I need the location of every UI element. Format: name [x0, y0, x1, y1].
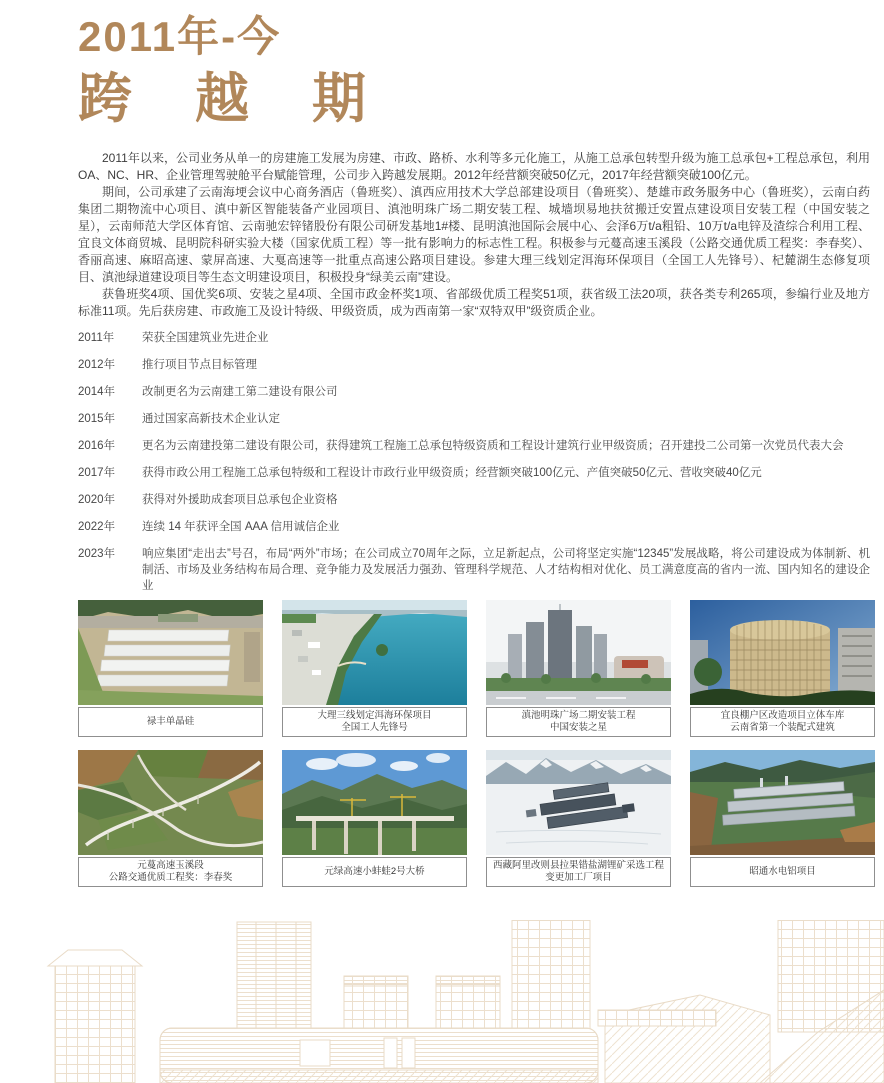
year-label: 2023年	[78, 548, 116, 560]
timeline-text: 获得市政公用工程施工总承包特级和工程设计市政行业甲级资质；经营额突破100亿元、产值突破50亿元、营收突破40亿元	[142, 467, 762, 479]
period-label: 2011年-今	[78, 13, 282, 60]
photo-yiliang-parking-garage-image	[690, 600, 875, 705]
caption-box	[282, 707, 467, 737]
caption-line: 公路交通优质工程奖：李春奖	[108, 872, 233, 883]
caption-line: 昭通水电铝项目	[749, 866, 816, 877]
timeline-text: 连续 14 年获评全国 AAA 信用诚信企业	[142, 521, 340, 533]
year-label: 2012年	[78, 359, 116, 371]
photo-yuanlv-bridge-image	[282, 750, 467, 855]
timeline-text: 改制更名为云南建工第二建设有限公司	[142, 386, 338, 398]
photo-lufeng-monocrystalline-image	[78, 600, 263, 705]
gallery-row-1	[78, 600, 876, 737]
photo-card	[690, 750, 875, 887]
photo-card	[78, 750, 263, 887]
caption-box	[690, 857, 875, 887]
timeline	[78, 330, 870, 605]
photo-card	[282, 600, 467, 737]
photo-card	[486, 600, 671, 737]
timeline-text: 获得对外援助成套项目总承包企业资格	[142, 494, 338, 506]
year-label: 2014年	[78, 386, 116, 398]
timeline-row	[78, 465, 870, 481]
year-label: 2022年	[78, 521, 116, 533]
timeline-text: 更名为云南建投第二建设有限公司，获得建筑工程施工总承包特级资质和工程设计建筑行业甲级资质；召开建投二公司第一次党员代表大会	[142, 440, 844, 452]
skyline-line-art	[0, 920, 884, 1083]
year-label: 2017年	[78, 467, 116, 479]
caption-line: 元蔓高速玉溪段	[137, 860, 204, 871]
photo-card	[282, 750, 467, 887]
caption-line: 全国工人先锋号	[341, 722, 408, 733]
intro-paragraph-1: 2011年以来，公司业务从单一的房建施工发展为房建、市政、路桥、水利等多元化施工，从施工总承包转型升级为施工总承包+工程总承包，利用OA、NC、HR、企业管理驾驶舱平台赋能管理，公司步入跨越发展期。2012年经营额突破50亿元，2017年经营额突破100亿元。	[78, 151, 870, 182]
caption-line: 西藏阿里改则县拉果错盐湖锂矿采选工程	[492, 860, 664, 871]
caption-line: 元绿高速小蚌蛙2号大桥	[324, 866, 425, 877]
photo-dianchi-pearl-plaza-image	[486, 600, 671, 705]
photo-card	[78, 600, 263, 737]
gallery-row-2	[78, 750, 876, 887]
year-label: 2020年	[78, 494, 116, 506]
intro-paragraph-3: 获鲁班奖4项、国优奖6项、安装之星4项、全国市政金杯奖1项、省部级优质工程奖51项，获省级工法20项，获各类专利265项，参编行业及地方标准11项。先后获房建、市政施工及设计特级、甲级资质，成为西南第一家“双特双甲”级资质企业。	[78, 287, 870, 318]
photo-card	[486, 750, 671, 887]
phase-title: 跨 越 期	[78, 69, 391, 130]
intro-paragraph-2: 期间，公司承建了云南海埂会议中心商务酒店（鲁班奖）、滇西应用技术大学总部建设项目（鲁班奖）、楚雄市政务服务中心（鲁班奖），云南白药集团二期物流中心项目、滇中新区智能装备产业园项目、滇池明珠广场二期安装工程、城墙坝易地扶贫搬迁安置点建设项目安装工程（中国安装之星），云南师范大学区体育馆、云南驰宏锌锗股份有限公司研发基地1#楼、昆明滇池国际会展中心、会泽6万t/a粗铅、10万t/a电锌及渣综合利用工程、宜良文体商贸城、昆明院科研实验大楼（国家优质工程）等一批有影响力的标志性工程。积极参与元蔓高速玉溪段（公路交通优质工程奖：李春奖）、香丽高速、麻昭高速、蒙屏高速、大戛高速等一批重点高速公路项目建设。参建大理三线划定洱海环保项目（全国工人先锋号）、杞麓湖生态修复项目、滇池绿道建设项目等生态文明建设项目，积极投身“绿美云南”建设。	[78, 185, 870, 284]
caption-box	[282, 857, 467, 887]
timeline-row	[78, 519, 870, 535]
timeline-row	[78, 411, 870, 427]
intro-section	[78, 150, 870, 320]
caption-box	[486, 857, 671, 887]
timeline-text: 荣获全国建筑业先进企业	[142, 332, 269, 344]
caption-line: 变更加工厂项目	[545, 872, 612, 883]
timeline-text: 通过国家高新技术企业认定	[142, 413, 280, 425]
caption-line: 宜良棚户区改造项目立体车库	[720, 710, 845, 721]
timeline-row	[78, 546, 870, 594]
timeline-row	[78, 357, 870, 373]
timeline-text: 推行项目节点目标管理	[142, 359, 257, 371]
photo-zhaotong-aluminum-plant-image	[690, 750, 875, 855]
caption-box	[486, 707, 671, 737]
caption-line: 滇池明珠广场二期安装工程	[521, 710, 636, 721]
photo-erhai-lake-image	[282, 600, 467, 705]
timeline-row	[78, 492, 870, 508]
photo-yuanman-expressway-image	[78, 750, 263, 855]
timeline-row	[78, 330, 870, 346]
caption-line: 云南省第一个装配式建筑	[730, 722, 835, 733]
timeline-text: 响应集团“走出去”号召，布局“两外”市场；在公司成立70周年之际，立足新起点，公司将坚定实施“12345”发展战略，将公司建设成为体制新、机制活、市场及业务结构布局合理、竞争能力及发展活力强劲、管理科学规范、人才结构相对优化、员工满意度高的省内一流、国内知名的建设企业	[142, 548, 870, 592]
timeline-row	[78, 438, 870, 454]
year-label: 2016年	[78, 440, 116, 452]
year-label: 2011年	[78, 332, 115, 344]
page-header	[78, 14, 390, 130]
photo-card	[690, 600, 875, 737]
caption-box	[78, 857, 263, 887]
year-label: 2015年	[78, 413, 116, 425]
timeline-row	[78, 384, 870, 400]
photo-gallery	[78, 600, 876, 900]
photo-tibet-lithium-mine-image	[486, 750, 671, 855]
caption-line: 中国安装之星	[549, 722, 607, 733]
caption-line: 大理三线划定洱海环保项目	[317, 710, 432, 721]
caption-box	[690, 707, 875, 737]
caption-box	[78, 707, 263, 737]
caption-line: 禄丰单晶硅	[146, 716, 195, 727]
